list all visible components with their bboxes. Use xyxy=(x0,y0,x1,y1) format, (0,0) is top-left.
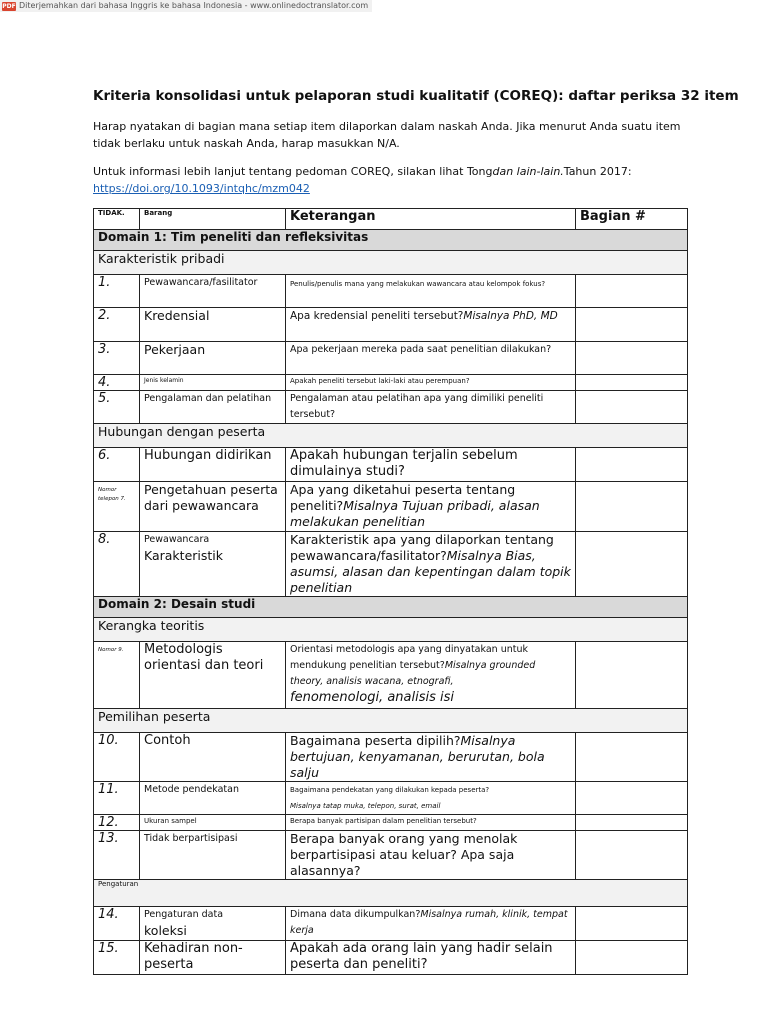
item-description xyxy=(286,733,576,782)
item-number: 4. xyxy=(94,375,140,391)
item-name: Metode pendekatan xyxy=(140,782,286,815)
desc-example: Misalnya tatap muka, telepon, surat, email xyxy=(290,802,441,810)
item-number: 12. xyxy=(94,815,140,831)
item-name xyxy=(140,532,286,597)
section-cell[interactable] xyxy=(576,831,688,880)
item-description: Apakah hubungan terjalin sebelum dimulainya studi? xyxy=(286,448,576,482)
item-description xyxy=(286,782,576,815)
table-row xyxy=(94,275,688,308)
item-description-text xyxy=(290,642,571,690)
item-description xyxy=(286,482,576,532)
header-item: Barang xyxy=(140,209,286,230)
section-cell[interactable] xyxy=(576,907,688,941)
table-row xyxy=(94,831,688,880)
section-cell[interactable] xyxy=(576,815,688,831)
item-description: Berapa banyak orang yang menolak berpartisipasi atau keluar? Apa saja alasannya? xyxy=(286,831,576,880)
pdf-icon: PDF xyxy=(2,2,16,10)
coreq-table xyxy=(93,208,688,975)
section-cell[interactable] xyxy=(576,642,688,709)
item-number: Nomor telepon 7. xyxy=(94,482,140,532)
item-name-line2: koleksi xyxy=(144,923,187,938)
desc-example-2: fenomenologi, analisis isi xyxy=(290,690,454,705)
section-row xyxy=(94,618,688,642)
table-row xyxy=(94,308,688,342)
section-cell[interactable] xyxy=(576,275,688,308)
desc-example: Misalnya rumah, klinik, tempat kerja xyxy=(290,909,568,936)
item-description xyxy=(286,308,576,342)
info-etal: dan lain-lain. xyxy=(492,165,564,178)
item-number: 11. xyxy=(94,782,140,815)
table-row xyxy=(94,642,688,709)
table-row xyxy=(94,375,688,391)
table-row xyxy=(94,733,688,782)
item-name: Ukuran sampel xyxy=(140,815,286,831)
item-number: 6. xyxy=(94,448,140,482)
item-number: 15. xyxy=(94,941,140,975)
banner-text[interactable]: Diterjemahkan dari bahasa Inggris ke bahasa Indonesia - www.onlinedoctranslator.com xyxy=(19,1,369,10)
table-row xyxy=(94,448,688,482)
info-prefix: Untuk informasi lebih lanjut tentang pedoman COREQ, silakan lihat Tong xyxy=(93,165,493,178)
domain-row xyxy=(94,230,688,251)
section-cell[interactable] xyxy=(576,941,688,975)
item-number: 2. xyxy=(94,308,140,342)
item-description: Apakah peneliti tersebut laki-laki atau perempuan? xyxy=(286,375,576,391)
item-name-line2: Karakteristik xyxy=(144,548,224,563)
table-header-row xyxy=(94,209,688,230)
intro-paragraph: Harap nyatakan di bagian mana setiap item dilaporkan dalam naskah Anda. Jika menurut Anda suatu item tidak berlaku untuk naskah Anda, harap masukkan N/A. xyxy=(93,120,681,150)
item-name: Pekerjaan xyxy=(140,342,286,375)
desc-example: Misalnya Tujuan pribadi, alasan melakukan penelitian xyxy=(290,498,540,529)
item-number: 13. xyxy=(94,831,140,880)
item-name-line1: Pewawancara xyxy=(144,534,210,545)
domain-1-title: Domain 1: Tim peneliti dan refleksivitas xyxy=(94,230,688,251)
header-section: Bagian # xyxy=(576,209,688,230)
section-relationship: Hubungan dengan peserta xyxy=(94,424,688,448)
desc-text: Bagaimana peserta dipilih? xyxy=(290,733,461,748)
table-row xyxy=(94,532,688,597)
item-description: Penulis/penulis mana yang melakukan wawancara atau kelompok fokus? xyxy=(286,275,576,308)
section-cell[interactable] xyxy=(576,342,688,375)
table-row xyxy=(94,782,688,815)
desc-text: Orientasi metodologis apa yang dinyatakan untuk mendukung penelitian tersebut? xyxy=(290,644,528,671)
item-description: Apakah ada orang lain yang hadir selain peserta dan peneliti? xyxy=(286,941,576,975)
item-name: Jenis kelamin xyxy=(140,375,286,391)
translator-banner[interactable] xyxy=(0,0,372,12)
info-year: Tahun 2017: xyxy=(563,165,632,178)
section-framework: Kerangka teoritis xyxy=(94,618,688,642)
item-name: Pengetahuan peserta dari pewawancara xyxy=(140,482,286,532)
section-cell[interactable] xyxy=(576,782,688,815)
item-description: Pengalaman atau pelatihan apa yang dimiliki peneliti tersebut? xyxy=(286,391,576,424)
desc-example: Misalnya grounded theory, analisis wacana, etnografi, xyxy=(290,660,536,687)
header-description: Keterangan xyxy=(286,209,576,230)
table-row xyxy=(94,815,688,831)
header-no: TIDAK. xyxy=(94,209,140,230)
table-row xyxy=(94,482,688,532)
desc-example: Misalnya bertujuan, kenyamanan, berurutan, bola salju xyxy=(290,733,545,780)
desc-text: Karakteristik apa yang dilaporkan tentang pewawancara/fasilitator? xyxy=(290,532,554,563)
item-name: Pewawancara/fasilitator xyxy=(140,275,286,308)
item-name-line1: Pengaturan data xyxy=(144,909,224,920)
section-row xyxy=(94,251,688,275)
section-row xyxy=(94,424,688,448)
section-cell[interactable] xyxy=(576,448,688,482)
section-cell[interactable] xyxy=(576,375,688,391)
item-description: Apa pekerjaan mereka pada saat penelitian dilakukan? xyxy=(286,342,576,375)
item-name: Kredensial xyxy=(140,308,286,342)
item-number: Nomor 9. xyxy=(94,642,140,709)
desc-text: Apa yang diketahui peserta tentang peneliti? xyxy=(290,482,516,513)
section-cell[interactable] xyxy=(576,482,688,532)
item-number: 14. xyxy=(94,907,140,941)
table-row xyxy=(94,907,688,941)
desc-text: Bagaimana pendekatan yang dilakukan kepada peserta? xyxy=(290,786,490,794)
section-row xyxy=(94,880,688,907)
section-cell[interactable] xyxy=(576,391,688,424)
info-paragraph xyxy=(93,163,683,197)
item-name: Metodologis orientasi dan teori xyxy=(140,642,286,709)
item-number: 10. xyxy=(94,733,140,782)
desc-example: Misalnya Bias, asumsi, alasan dan kepentingan dalam topik penelitian xyxy=(290,548,571,595)
table-row xyxy=(94,391,688,424)
section-personal: Karakteristik pribadi xyxy=(94,251,688,275)
section-cell[interactable] xyxy=(576,308,688,342)
item-description xyxy=(286,532,576,597)
doi-link[interactable]: https://doi.org/10.1093/intqhc/mzm042 xyxy=(93,182,310,195)
domain-2-title: Domain 2: Desain studi xyxy=(94,597,688,618)
desc-text: Dimana data dikumpulkan? xyxy=(290,909,421,920)
item-number: 3. xyxy=(94,342,140,375)
item-description xyxy=(286,642,576,709)
section-setting: Pengaturan xyxy=(94,880,688,907)
document-title: Kriteria konsolidasi untuk pelaporan studi kualitatif (COREQ): daftar periksa 32 item xyxy=(93,88,739,104)
item-name xyxy=(140,907,286,941)
section-selection: Pemilihan peserta xyxy=(94,709,688,733)
domain-row xyxy=(94,597,688,618)
desc-example: Misalnya PhD, MD xyxy=(463,310,558,322)
item-name: Contoh xyxy=(140,733,286,782)
table-row xyxy=(94,941,688,975)
item-name: Kehadiran non-peserta xyxy=(140,941,286,975)
table-row xyxy=(94,342,688,375)
section-cell[interactable] xyxy=(576,733,688,782)
item-name: Hubungan didirikan xyxy=(140,448,286,482)
item-number: 1. xyxy=(94,275,140,308)
item-name: Tidak berpartisipasi xyxy=(140,831,286,880)
item-number: 5. xyxy=(94,391,140,424)
item-number: 8. xyxy=(94,532,140,597)
section-cell[interactable] xyxy=(576,532,688,597)
item-description: Berapa banyak partisipan dalam penelitian tersebut? xyxy=(286,815,576,831)
section-row xyxy=(94,709,688,733)
item-description xyxy=(286,907,576,941)
desc-text: Apa kredensial peneliti tersebut? xyxy=(290,310,464,322)
item-name: Pengalaman dan pelatihan xyxy=(140,391,286,424)
